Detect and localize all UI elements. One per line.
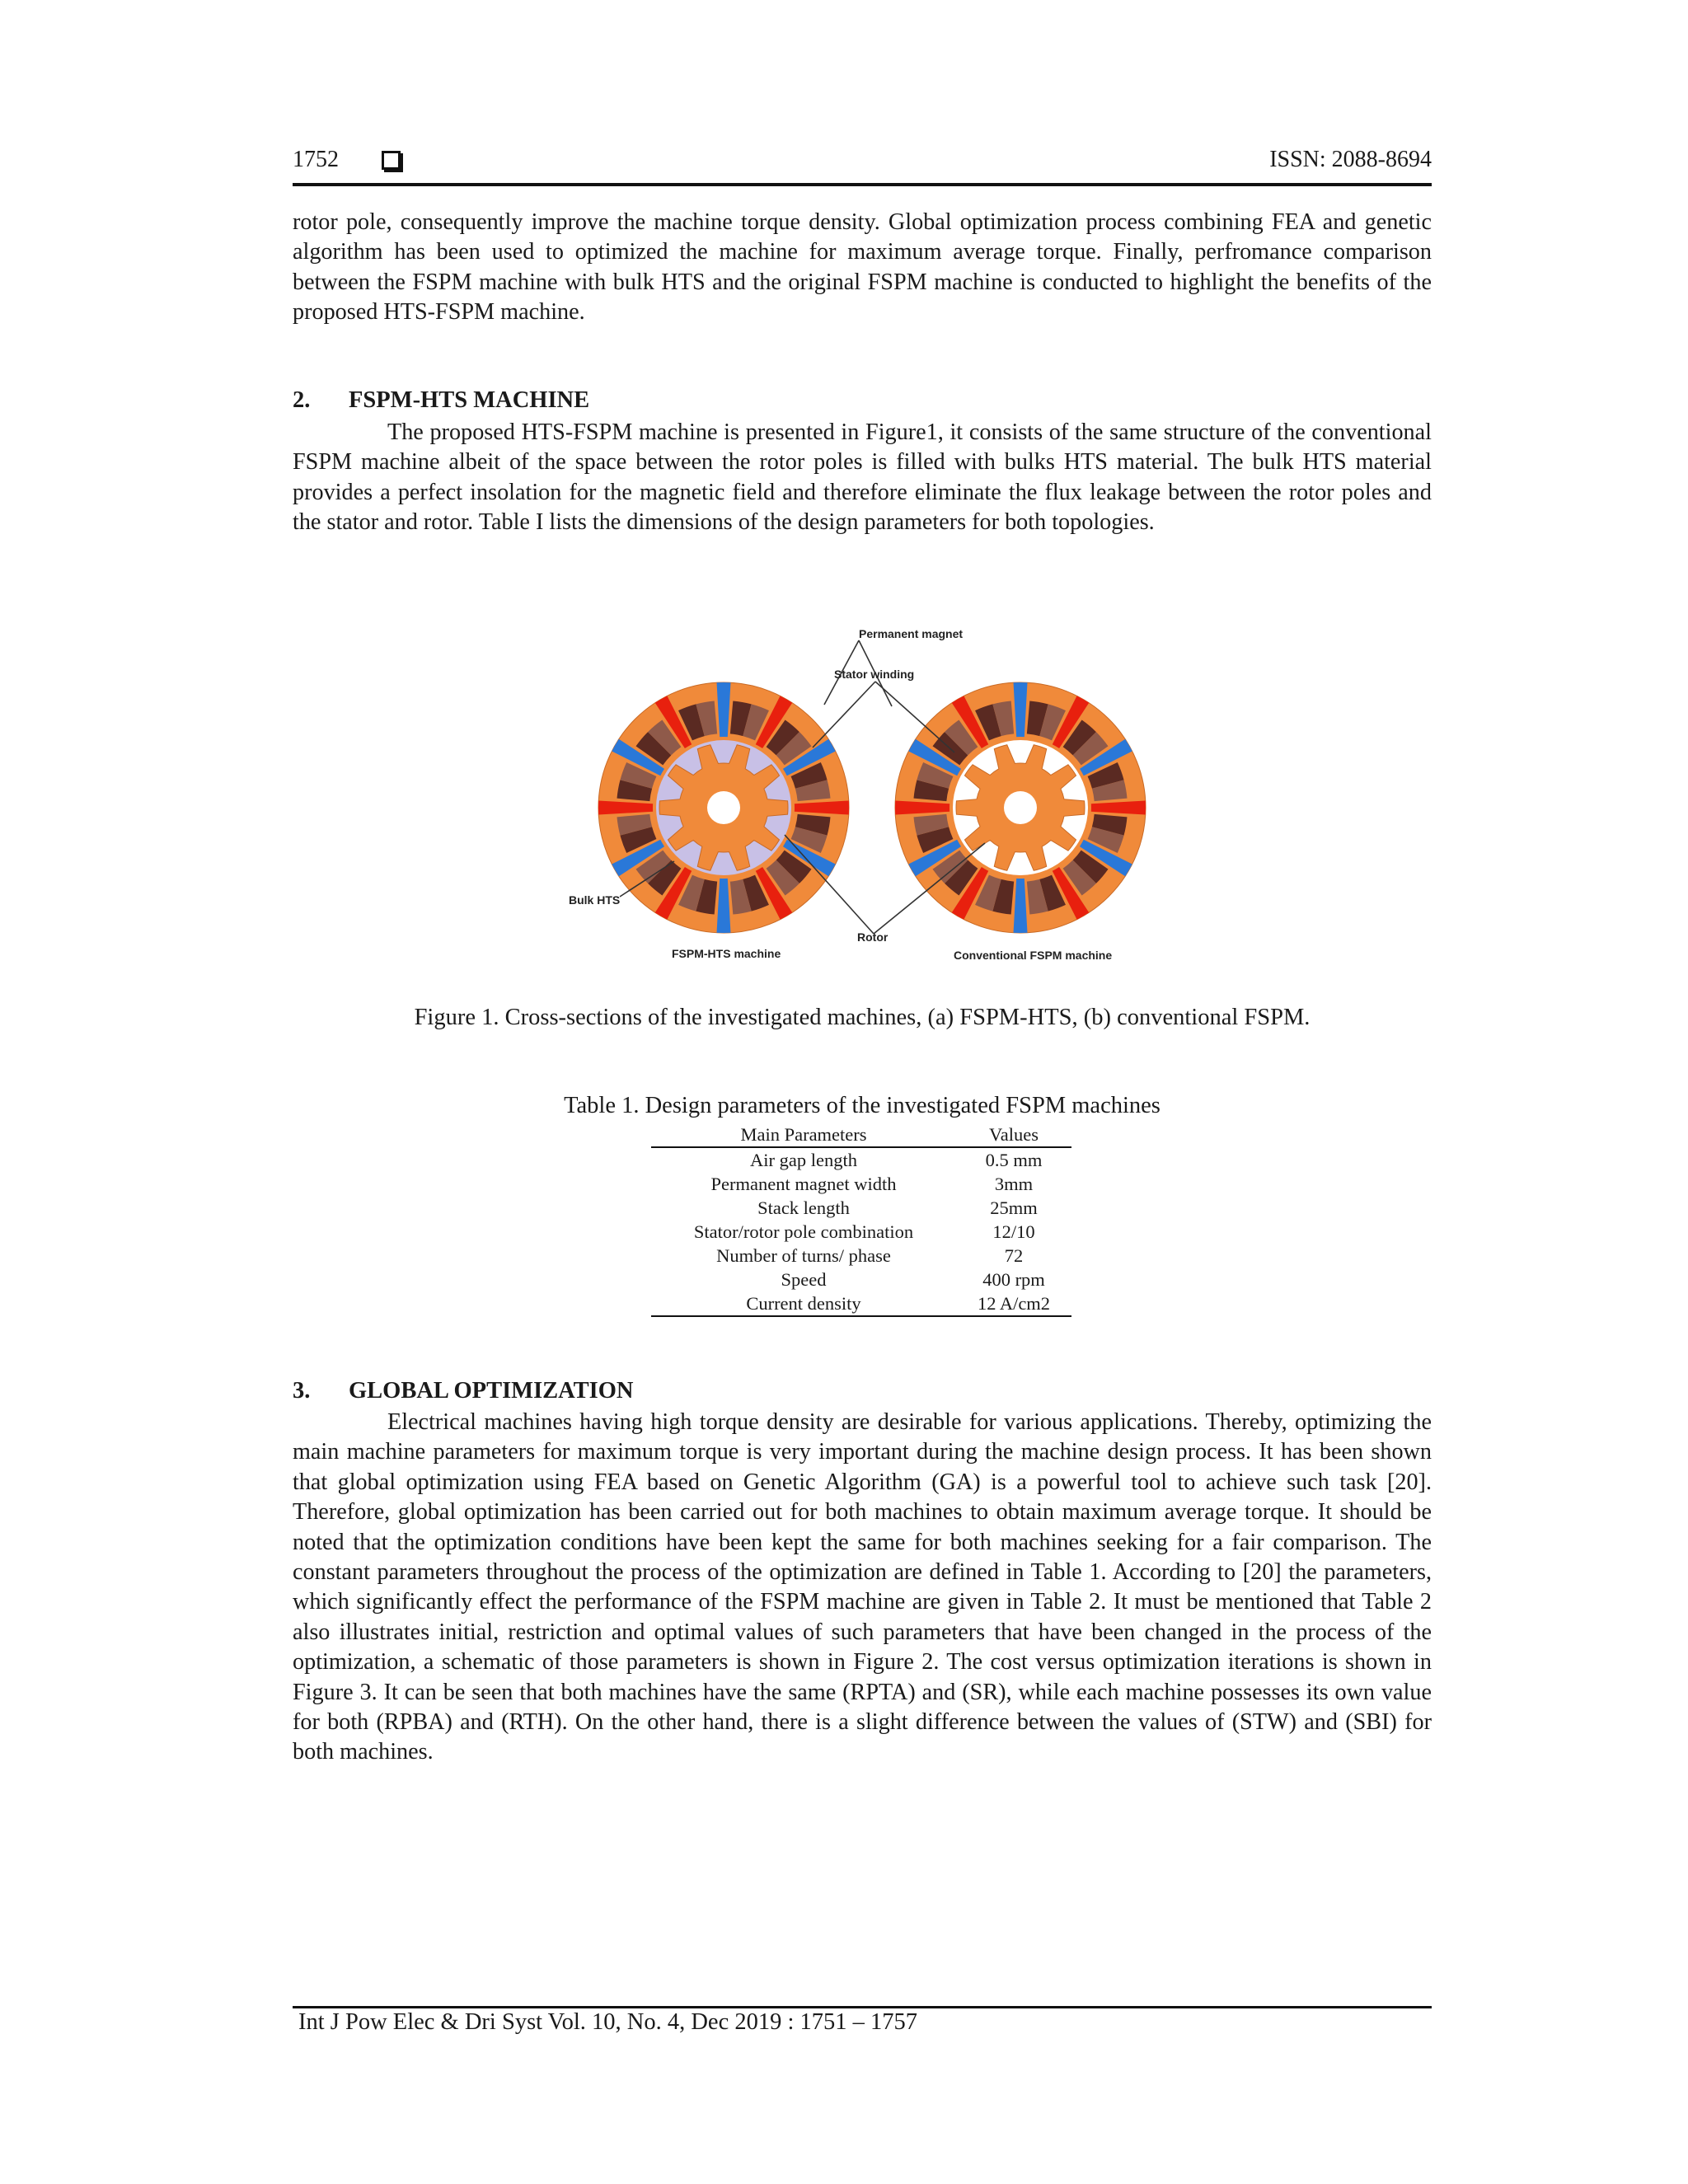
footer-rule	[293, 2006, 1432, 2008]
label-fspm-hts-machine: FSPM-HTS machine	[672, 947, 781, 960]
square-box-icon	[382, 151, 401, 170]
section-3-heading	[293, 1378, 634, 1404]
issn: ISSN: 2088-8694	[1269, 147, 1432, 172]
table-cell: 0.5 mm	[985, 1150, 1043, 1170]
table-cell: Speed	[781, 1269, 827, 1290]
page-number: 1752	[293, 147, 339, 172]
table-row	[651, 1172, 1071, 1196]
table-row	[651, 1220, 1071, 1244]
table-cell: Number of turns/ phase	[716, 1245, 891, 1266]
label-permanent-magnet: Permanent magnet	[859, 627, 964, 640]
intro-paragraph: rotor pole, consequently improve the machine torque density. Global optimization process combining FEA and genetic algorithm has been used to optimized the machine for maximum average torque. Finally, perfromance comparison between the FSPM machine with bulk HTS and the original FSPM machine is conducted to highlight the benefits of the proposed HTS-FSPM machine.	[293, 209, 1432, 326]
table-1-caption: Table 1. Design parameters of the investigated FSPM machines	[564, 1093, 1160, 1118]
shaft-hole	[707, 791, 740, 824]
table-cell: 400 rpm	[982, 1269, 1045, 1290]
fspm-hts-machine-drawing	[598, 682, 849, 933]
machine-cross-sections	[552, 614, 1203, 977]
table-row	[651, 1291, 1071, 1316]
label-bulk-hts: Bulk HTS	[569, 893, 621, 907]
page-header	[293, 147, 1432, 186]
table-cell: Air gap length	[750, 1150, 857, 1170]
table-cell: 12 A/cm2	[956, 1291, 1071, 1316]
table-cell: Stack length	[757, 1197, 850, 1218]
table-row	[651, 1268, 1071, 1291]
figure-1-caption: Figure 1. Cross-sections of the investigated machines, (a) FSPM-HTS, (b) conventional FSPM.	[414, 1005, 1311, 1030]
label-rotor: Rotor	[857, 930, 889, 944]
figure-1	[552, 614, 1203, 977]
section-2-heading	[293, 387, 589, 414]
table-cell: Current density	[651, 1291, 956, 1316]
footer-citation: Int J Pow Elec & Dri Syst Vol. 10, No. 4, Dec 2019 : 1751 – 1757	[298, 2009, 918, 2035]
label-stator-winding: Stator winding	[834, 668, 915, 681]
table-cell: Stator/rotor pole combination	[693, 1221, 914, 1242]
column-header: Values	[956, 1122, 1071, 1147]
section-2-title: FSPM-HTS MACHINE	[349, 387, 590, 413]
section-3-paragraph: Electrical machines having high torque density are desirable for various applications. Thereby, optimizing the main machine parameters for maximum torque is very important during the machine design process. It has been shown that global optimization using FEA based on Genetic Algorithm (GA) is a powerful tool to achieve such task [20]. Therefore, global optimization has been carried out for both machines to obtain maximum average torque. It should be noted that the optimization conditions have been kept the same for both machines seeking for a fair comparison. The constant parameters throughout the process of the optimization are defined in Table 1. According to [20] the parameters, which significantly effect the performance of the FSPM machine are given in Table 2. It must be mentioned that Table 2 also illustrates initial, restriction and optimal values of such parameters that have been changed in the process of the optimization, a schematic of those parameters is shown in Figure 2. The cost versus optimization iterations is shown in Figure 3. It can be seen that both machines have the same (RPTA) and (SR), while each machine possesses its own value for both (RPBA) and (RTH). On the other hand, there is a slight difference between the values of (STW) and (SBI) for both machines.	[293, 1409, 1432, 1765]
section-2-number: 2.	[293, 387, 311, 413]
label-conventional-fspm-machine: Conventional FSPM machine	[954, 949, 1113, 962]
table-cell: 25mm	[990, 1197, 1038, 1218]
table-cell: 3mm	[994, 1174, 1034, 1194]
design-parameters-table	[651, 1122, 1071, 1317]
table-row	[651, 1147, 1071, 1172]
table-row	[651, 1196, 1071, 1220]
section-3-title: GLOBAL OPTIMIZATION	[349, 1378, 634, 1404]
table-cell: 12/10	[992, 1221, 1035, 1242]
table-row	[651, 1244, 1071, 1268]
table-cell: 72	[1004, 1245, 1024, 1266]
section-3-number: 3.	[293, 1378, 311, 1404]
table-cell: Permanent magnet width	[710, 1174, 897, 1194]
table-1	[651, 1122, 1071, 1317]
column-header: Main Parameters	[651, 1122, 956, 1147]
section-2-paragraph: The proposed HTS-FSPM machine is presented in Figure1, it consists of the same structure of the conventional FSPM machine albeit of the space between the rotor poles is filled with bulks HTS material. The bulk HTS material provides a perfect insolation for the magnetic field and therefore eliminate the flux leakage between the rotor poles and the stator and rotor. Table I lists the dimensions of the design parameters for both topologies.	[293, 419, 1432, 536]
leader-line	[813, 682, 875, 748]
table-header-row	[651, 1122, 1071, 1147]
conventional-fspm-machine-drawing	[895, 682, 1146, 933]
shaft-hole	[1004, 791, 1037, 824]
